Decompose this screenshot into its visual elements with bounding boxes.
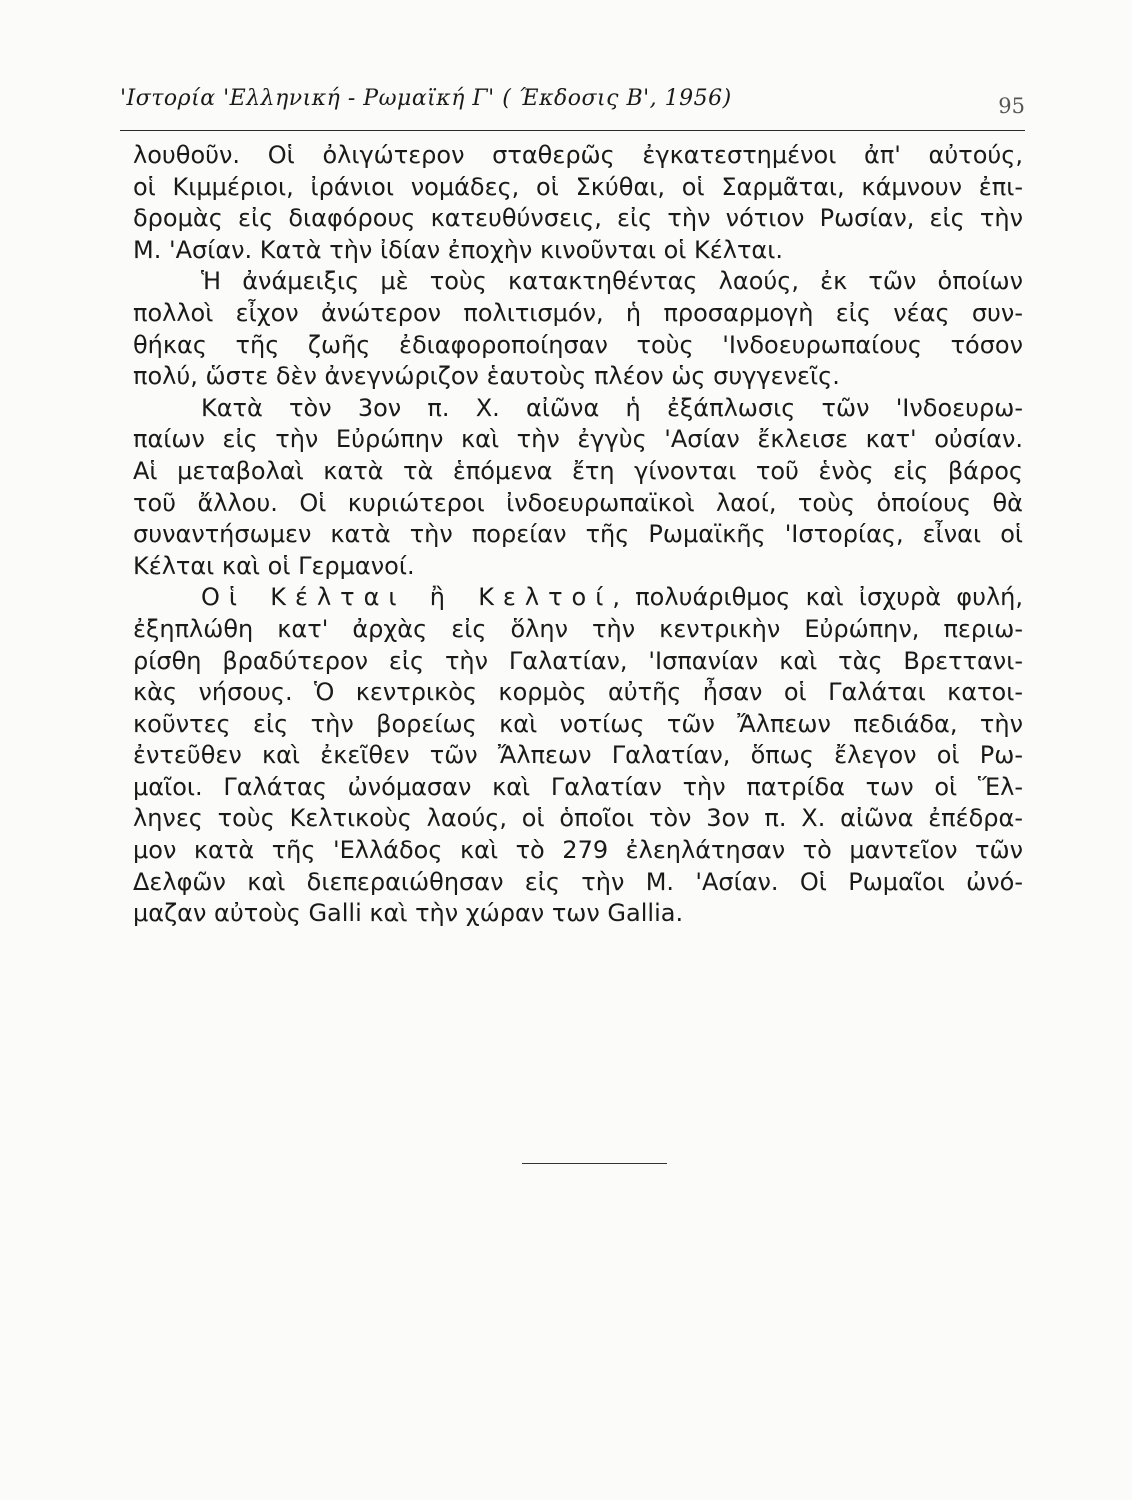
text-line: ἐντεῦθεν καὶ ἐκεῖθεν τῶν Ἄλπεων Γαλατίαν, ὅπως ἔλεγον οἱ Ρω- — [133, 741, 1023, 770]
text-line: Αἱ μεταβολαὶ κατὰ τὰ ἑπόμενα ἔτη γίνονται τοῦ ἑνὸς εἰς βάρος — [133, 456, 1023, 485]
text-line: θήκας τῆς ζωῆς ἐδιαφοροποίησαν τοὺς 'Ινδοευρωπαίους τόσον — [133, 330, 1023, 359]
paragraph-4 — [133, 582, 1023, 930]
text-line: οἱ Κιμμέριοι, ἰράνιοι νομάδες, οἱ Σκύθαι, οἱ Σαρμᾶται, κάμνουν ἐπι- — [133, 172, 1023, 201]
text-run: , πολυάριθμος καὶ ἰσχυρὰ φυλή, — [612, 583, 1023, 612]
running-header — [120, 80, 1025, 131]
text-line: Κέλται καὶ οἱ Γερμανοί. — [133, 551, 415, 580]
text-line — [133, 582, 1023, 614]
text-line: πολλοὶ εἶχον ἀνώτερον πολιτισμόν, ἡ προσαρμογὴ εἰς νέας συν- — [133, 298, 1023, 327]
text-line: Κατὰ τὸν 3ον π. Χ. αἰῶνα ἡ ἐξάπλωσις τῶν 'Ινδοευρω- — [201, 393, 1023, 422]
text-line: μαῖοι. Γαλάτας ὠνόμασαν καὶ Γαλατίαν τὴν πατρίδα των οἱ Ἕλ- — [133, 772, 1023, 801]
text-line: Δελφῶν καὶ διεπεραιώθησαν εἰς τὴν Μ. 'Ασίαν. Οἱ Ρωμαῖοι ὠνό- — [133, 867, 1023, 896]
paragraph-1 — [133, 140, 1023, 266]
text-line: ρίσθη βραδύτερον εἰς τὴν Γαλατίαν, 'Ισπανίαν καὶ τὰς Βρεττανι- — [133, 646, 1023, 675]
text-line: ληνες τοὺς Κελτικοὺς λαούς, οἱ ὁποῖοι τὸν 3ον π. Χ. αἰῶνα ἐπέδρα- — [133, 804, 1023, 833]
paragraph-2 — [133, 266, 1023, 392]
spaced-emphasis: Οἱ Κέλται ἢ Κελτοί — [201, 583, 613, 612]
page-number: 95 — [998, 94, 1025, 118]
body-text — [133, 140, 1023, 930]
text-line: λουθοῦν. Οἱ ὀλιγώτερον σταθερῶς ἐγκατεστημένοι ἀπ' αὐτούς, — [133, 141, 1023, 169]
text-line: δρομὰς εἰς διαφόρους κατευθύνσεις, εἰς τὴν νότιον Ρωσίαν, εἰς τὴν — [133, 204, 1023, 233]
header-title: 'Ιστορία 'Ελληνική - Ρωμαϊκή Γ' ( Έκδοσις Β', 1956) — [120, 86, 732, 111]
text-line: παίων εἰς τὴν Εὐρώπην καὶ τὴν ἐγγὺς 'Ασίαν ἔκλεισε κατ' οὐσίαν. — [133, 425, 1023, 454]
text-line: ἐξηπλώθη κατ' ἀρχὰς εἰς ὅλην τὴν κεντρικὴν Εὐρώπην, περιω- — [133, 614, 1023, 643]
paragraph-3 — [133, 393, 1023, 583]
text-line: κὰς νήσους. Ὁ κεντρικὸς κορμὸς αὐτῆς ἦσαν οἱ Γαλάται κατοι- — [133, 678, 1023, 707]
text-line: μον κατὰ τῆς 'Ελλάδος καὶ τὸ 279 ἐλεηλάτησαν τὸ μαντεῖον τῶν — [133, 836, 1023, 865]
text-line: μαζαν αὐτοὺς Galli καὶ τὴν χώραν των Gallia. — [133, 899, 684, 928]
text-line: τοῦ ἄλλου. Οἱ κυριώτεροι ἰνδοευρωπαϊκοὶ λαοί, τοὺς ὁποίους θὰ — [133, 488, 1023, 517]
text-line: κοῦντες εἰς τὴν βορείως καὶ νοτίως τῶν Ἄλπεων πεδιάδα, τὴν — [133, 709, 1023, 738]
text-line: πολύ, ὥστε δὲν ἀνεγνώριζον ἑαυτοὺς πλέον ὡς συγγενεῖς. — [133, 362, 840, 391]
text-line: συναντήσωμεν κατὰ τὴν πορείαν τῆς Ρωμαϊκῆς 'Ιστορίας, εἶναι οἱ — [133, 520, 1023, 549]
text-line: Ἡ ἀνάμειξις μὲ τοὺς κατακτηθέντας λαούς, ἐκ τῶν ὁποίων — [201, 267, 1023, 296]
section-end-rule — [522, 1163, 667, 1164]
text-line: Μ. 'Ασίαν. Κατὰ τὴν ἰδίαν ἐποχὴν κινοῦνται οἱ Κέλται. — [133, 235, 783, 264]
